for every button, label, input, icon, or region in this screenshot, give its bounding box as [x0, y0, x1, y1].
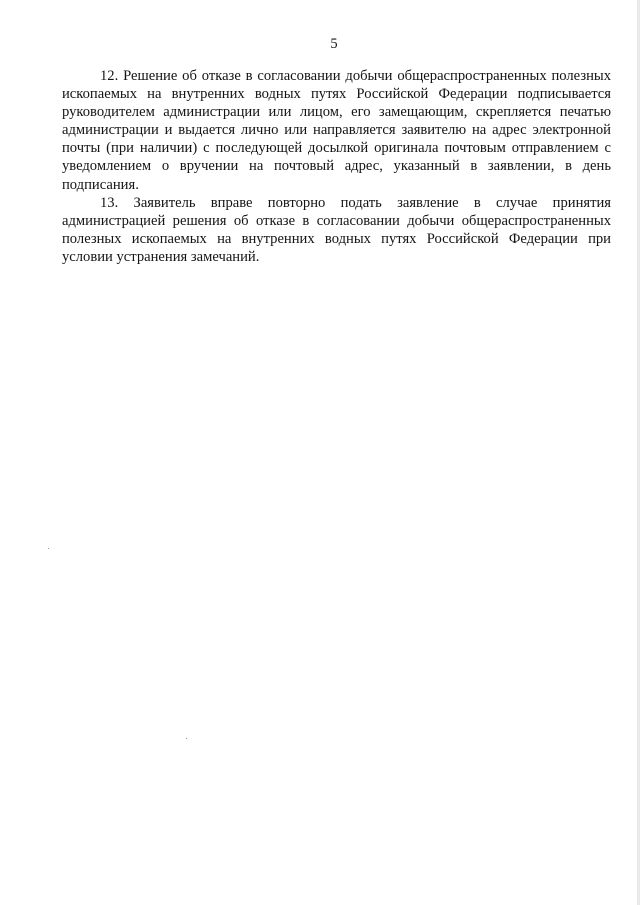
scan-speck [186, 738, 187, 739]
scan-speck [48, 548, 49, 549]
page-number: 5 [330, 36, 338, 52]
document-body [62, 67, 611, 266]
paragraph-12: 12. Решение об отказе в согласовании добычи общераспространенных полезных ископаемых на внутренних водных путях Российской Федерации подписывается руководителем администрации или лицом, его замещающим, скрепляется печатью администрации и выдается лично или направляется заявителю на адрес электронной почты (при наличии) с последующей досылкой оригинала почтовым отправлением с уведомлением о вручении на почтовый адрес, указанный в заявлении, в день подписания. [62, 68, 611, 193]
paragraph-13: 13. Заявитель вправе повторно подать заявление в случае принятия администрацией решения об отказе в согласовании добычи общераспространенных полезных ископаемых на внутренних водных путях Российской Федерации при условии устранения замечаний. [62, 194, 611, 265]
